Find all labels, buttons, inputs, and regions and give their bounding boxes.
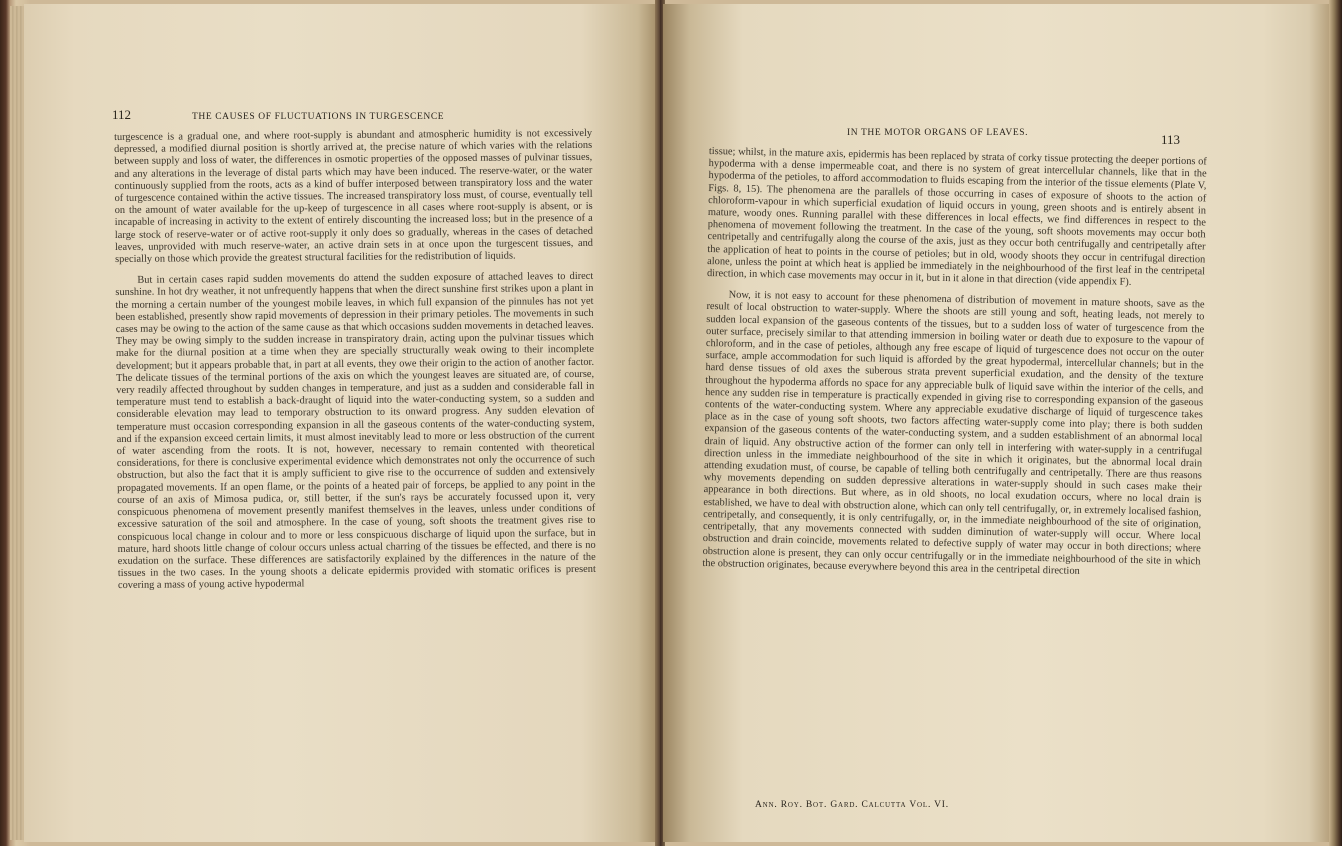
page-edge-right — [1329, 0, 1342, 846]
left-paragraph: But in certain cases rapid sudden movements do attend the sudden exposure of attached leaves to direct sunshine. In hot dry weather, it not unfrequently happens that when the direct sunshine first strikes upon a plant in the morning a certain number of the youngest mobile leaves, in which full expansion of the pinnules has not yet been established, presently show rapid movements of depression in their primary petioles. The movements in such cases may be owing to the action of the same cause as that which occasions sudden movements in detached leaves. They may be owing simply to the sudden increase in transpiratory drain, acting upon the pulvinar tissues which make for the diurnal position at a time when they are specially structurally weak owing to their incomplete development; but it appears probable that, in part at all events, they owe their origin to the action of another factor. The delicate tissues of the terminal portions of the axis on which the youngest leaves are situated are, of course, very readily affected throughout by sudden changes in temperature, and just as a sudden and considerable fall in temperature must tend to establish a back-draught of liquid into the water-conducting system, so a sudden and considerable elevation may lead to temporary obstruction to its onward progress. Any sudden elevation of temperature must occasion corresponding expansion in all the gaseous contents of the water-conducting system, and if the expansion exceed certain limits, it must almost inevitably lead to more or less obstruction of the current of water ascending from the roots. It is not, however, necessary to remain contented with theoretical considerations, for there is conclusive experimental evidence which demonstrates not only the occurrence of such obstruction, but also the fact that it is amply sufficient to give rise to the occurrence of sudden and extensively propagated movements. If an open flame, or the points of a heated pair of forceps, be applied to any point in the course of an axis of Mimosa pudica, or, still better, if the sun's rays be accurately focussed upon it, very conspicuous phenomena of movement presently manifest themselves in the leaves, unless under conditions of excessive saturation of the soil and atmosphere. In the case of young, soft shoots the treatment gives rise to conspicuous local change in colour and to more or less conspicuous discharge of liquid upon the surface, but in mature, hard shoots little change of colour occurs unless actual charring of the tissues be effected, and there is no exudation on the surface. These differences are satisfactorily explained by the differences in the nature of the tissues in the two cases. In the young shoots a delicate epidermis provided with stomatic orifices is present covering a mass of young active hypodermal — [115, 271, 596, 592]
left-page-body — [114, 128, 596, 593]
right-page-footer: Ann. Roy. Bot. Gard. Calcutta Vol. VI. — [755, 800, 949, 810]
right-page-number: 113 — [1161, 132, 1181, 147]
left-paragraph: turgescence is a gradual one, and where root-supply is abundant and atmospheric humidity is not excessively depressed, a modified diurnal position is shortly arrived at, the precise nature of which varies with the relations between supply and loss of water, the differences in osmotic properties of the opposed masses of pulvinar tissues, and any alterations in the leverage of distal parts which may have been induced. The reserve-water, or the water continuously supplied from the roots, acts as a kind of buffer interposed between transpiratory loss and the water of turgescence contained within the active tissues. The increased transpiratory loss must, of course, eventually tell on the amount of water available for the up-keep of turgescence in all cases where root-supply is absent, or is incapable of increasing in activity to the extent of entirely discounting the increased loss; but in the presence of a large stock of reserve-water or of active root-supply it only does so gradually, whereas in the cases of detached leaves, unprovided with much reserve-water, an active drain sets in at once upon the turgescent tissues, and specially on those which provide the greatest structural facilities for the redistribution of liquids. — [114, 127, 594, 266]
right-page-body — [702, 146, 1207, 580]
left-page — [24, 4, 657, 842]
right-paragraph: Now, it is not easy to account for these phenomena of distribution of movement in mature shoots, save as the result of local obstruction to water-supply. Where the shoots are still young and soft, heating leads, not merely to sudden local expansion of the gaseous contents of the tissues, but to a sudden loss of water of turgescence from the outer surface, precisely similar to that attending immersion in boiling water or death due to exposure to the vapour of chloroform, and in the case of petioles, although any free escape of liquid of turgescence does not occur on the outer surface, ample accommodation for such liquid is afforded by the great hypodermal, intercellular channels; but in the hard dense tissues of old axes the suberous strata prevent superficial exudation, and the density of the texture throughout the hypoderma affords no space for any appreciable bulk of liquid save within the interior of the cells, and hence any sudden rise in temperature is practically expended in giving rise to corresponding expansion of the gaseous contents of the water-conducting system. Where any appreciable exudative discharge of liquid of turgescence takes place as in the case of young soft shoots, two factors affecting water-supply come into play; there is both sudden expansion of the gaseous contents of the water-conducting system, and a sudden establishment of an abnormal local drain of liquid. Any obstructive action of the former can only tell in interfering with water-supply in a centrifugal direction unless in the immediate neighbourhood of the site in which it originates, but the abnormal local drain attending exudation must, of course, be capable of telling both centrifugally and centripetally. There are thus reasons why movements depending on sudden depressive alterations in water-supply should in such cases make their appearance in both directions. But where, as in old shoots, no local exudation occurs, where no local drain is established, we have to deal with obstruction alone, which can only tell centrifugally, or, in extremely localised fashion, centripetally, and consequently, it is only centrifugally, or, in the immediate neighbourhood of the site of origination, centripetally, that any movements connected with sudden diminution of water-supply will occur. Where local obstruction and drain coincide, movements related to defective supply of water may occur in both directions; where obstruction alone is present, they can only occur centrifugally or in the immediate neighbourhood of the site in which the obstruction originates, because everywhere beyond this area in the centripetal direction — [702, 289, 1205, 577]
right-running-head: IN THE MOTOR ORGANS OF LEAVES. — [847, 128, 1029, 138]
right-page — [663, 4, 1329, 842]
left-running-head: THE CAUSES OF FLUCTUATIONS IN TURGESCENCE — [192, 112, 445, 122]
right-paragraph: tissue; whilst, in the mature axis, epidermis has been replaced by strata of corky tissue protecting the deeper portions of hypoderma with a dense impermeable coat, and there is no system of great intercellular channels, like that in the hypoderma of the petioles, to afford accommodation to fluids escaping from the interior of the tissue elements (Plate V, Figs. 8, 15). The phenomena are the parallels of those occurring in cases of exposure of shoots to the action of chloroform-vapour in which superficial exudation of liquid occurs in young, green shoots and is entirely absent in mature, woody ones. Running parallel with these differences in local effects, we find differences in respect to the phenomena of movement following the treatment. In the case of the young, soft shoots movements may occur both centripetally and centrifugally along the course of the axis, just as they occur both centrifugally and centripetally after the application of heat to points in the course of petioles; but in old, woody shoots they occur in centrifugal direction alone, unless the point at which heat is applied be immediately in the neighbourhood of the first leaf in the centripetal direction, in which case movements may occur in it, but in it alone in that direction (vide appendix F). — [706, 146, 1207, 288]
left-page-number: 112 — [112, 107, 132, 122]
